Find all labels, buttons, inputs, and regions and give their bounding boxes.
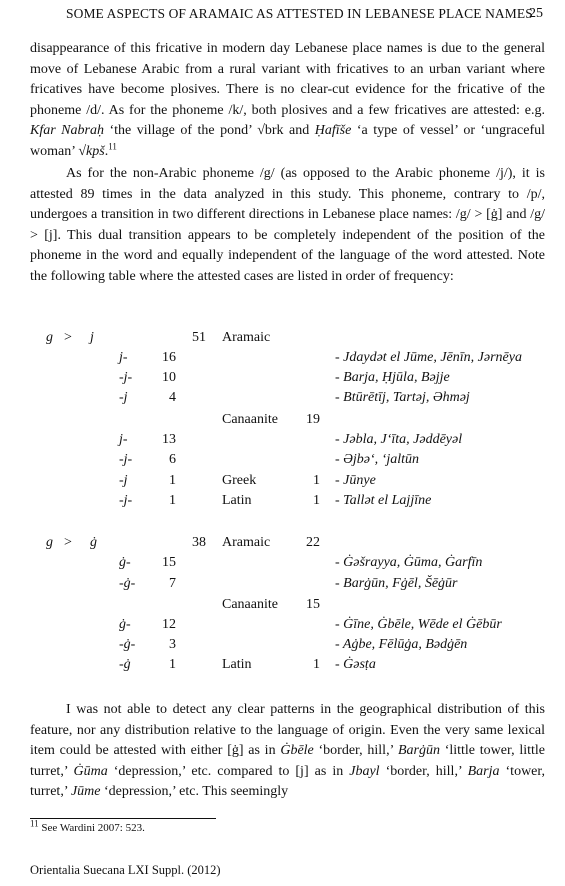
paragraph-2: As for the non-Arabic phoneme /g/ (as opposed to the Arabic phoneme /j/), it is attested 89 times in the data analyzed in this study. This phoneme, contrary to /p/, undergoes a transition in two different directions in Lebanese place names: /g/ > [ġ] and /g/ > [j]. This dual transition appears to be completely independent of the position of the phoneme in the word and equally independent of the language of the word attested. Note the following table where the attested cases are listed in order of frequency:: [30, 166, 545, 284]
language: Latin: [222, 657, 252, 672]
journal-footer: Orientalia Suecana LXI Suppl. (2012): [30, 863, 221, 877]
total-count: 51: [192, 330, 206, 345]
language-count: 1: [313, 473, 320, 488]
position-count: 1: [169, 657, 176, 672]
italic-term: Ġbēle: [280, 743, 314, 759]
italic-term: kpš: [86, 143, 105, 159]
transition-arrow: >: [64, 535, 72, 550]
paragraph-text: ‘the village of the pond’ √brk and: [103, 123, 315, 139]
paragraph-text: ‘border, hill,’: [379, 763, 468, 779]
table-row: [0, 597, 565, 617]
paragraph-text: ‘little tower, little turret,’: [30, 743, 545, 779]
language-count: 22: [306, 535, 320, 550]
table-row: [0, 493, 565, 513]
transition-arrow: >: [64, 330, 72, 345]
paragraph-text: ‘depression,’ etc. This seemingly: [100, 784, 289, 800]
paragraph-text: I was not able to detect any clear patterns in the geographical distribution of this feature, nor any distribution relative to the language of origin. Even the very same lexical item could be attested with either [ġ] as in: [30, 702, 545, 759]
table-row: [0, 370, 565, 390]
language: Canaanite: [222, 412, 278, 427]
table-row: [0, 432, 565, 452]
language: Aramaic: [222, 535, 271, 550]
paragraph-text: .: [104, 143, 109, 159]
table-row: [0, 452, 565, 472]
examples: - Tallət el Lajjīne: [335, 493, 432, 508]
position: -j: [119, 390, 128, 405]
examples: - Aġbe, Fēlūġa, Bədġēn: [335, 637, 468, 652]
table-row: [0, 576, 565, 596]
examples: - Ġīne, Ġbēle, Wēde el Ġēbūr: [335, 617, 502, 632]
table-row: [0, 350, 565, 370]
position-count: 10: [162, 370, 176, 385]
examples: - Jdaydət el Jūme, Jēnīn, Jərnēya: [335, 350, 522, 365]
italic-term: Jbayl: [349, 763, 380, 779]
source-phoneme: g: [46, 535, 53, 550]
position: -ġ: [119, 657, 131, 672]
footnote-text: See Wardini 2007: 523.: [38, 822, 145, 834]
footnote-divider: [30, 818, 216, 819]
position: ġ-: [119, 555, 131, 570]
position-count: 15: [162, 555, 176, 570]
italic-term: Kfar Nabraḥ: [30, 123, 104, 139]
examples: - Ġəsṭa: [335, 657, 376, 672]
examples: - Barġūn, Fġēl, Šēġūr: [335, 576, 458, 591]
examples: - Btūrētīj, Tartəj, Əhməj: [335, 390, 470, 405]
language: Latin: [222, 493, 252, 508]
italic-term: Barja: [467, 763, 500, 779]
position-count: 12: [162, 617, 176, 632]
language-count: 1: [313, 493, 320, 508]
table-row: [0, 473, 565, 493]
language: Greek: [222, 473, 257, 488]
table-row: [0, 412, 565, 432]
position-count: 3: [169, 637, 176, 652]
language-count: 19: [306, 412, 320, 427]
source-phoneme: g: [46, 330, 53, 345]
position-count: 6: [169, 452, 176, 467]
position: -j-: [119, 370, 133, 385]
target-phoneme: ġ: [90, 535, 97, 550]
position: j-: [119, 350, 128, 365]
examples: - Ġəšrayya, Ġūma, Ġarfīn: [335, 555, 483, 570]
position: -ġ-: [119, 637, 136, 652]
language: Canaanite: [222, 597, 278, 612]
table-row: [0, 617, 565, 637]
paragraph-3: [30, 700, 545, 803]
position-count: 1: [169, 473, 176, 488]
italic-term: Jūme: [70, 784, 101, 800]
language: Aramaic: [222, 330, 271, 345]
position: ġ-: [119, 617, 131, 632]
position-count: 4: [169, 390, 176, 405]
position-count: 13: [162, 432, 176, 447]
footnote-mark: 11: [30, 818, 39, 829]
target-phoneme: j: [90, 330, 94, 345]
examples: - Əjbə‘, ‘jaltūn: [335, 452, 419, 467]
position-count: 16: [162, 350, 176, 365]
paragraph-text: ‘tower, turret,’: [30, 763, 545, 800]
italic-term: Ġūma: [73, 763, 108, 779]
italic-term: Barġūn: [397, 743, 440, 759]
paragraph-text: disappearance of this fricative in modern day Lebanese place names is due to the general move of Lebanese Arabic from a rural variant with fricatives to an urban variant where fricatives have become plosives. There is no clear-cut evidence for the fricative of the phoneme /d/. As for the phoneme /k/, both plosives and a few fricatives are attested: e.g.: [30, 41, 545, 118]
footnote: [30, 818, 145, 834]
table-row: [0, 330, 565, 350]
language-count: 1: [313, 657, 320, 672]
table-row: [0, 637, 565, 657]
total-count: 38: [192, 535, 206, 550]
paragraph-text: ‘border, hill,’: [313, 743, 398, 759]
position: -ġ-: [119, 576, 136, 591]
table-row: [0, 535, 565, 555]
examples: - Jəbla, J‘īta, Jəddēyəl: [335, 432, 463, 447]
italic-term: Ḥafīše: [314, 123, 352, 139]
position: -j-: [119, 452, 133, 467]
paragraph-text: ‘depression,’ etc. compared to [j] as in: [107, 763, 350, 779]
language-count: 15: [306, 597, 320, 612]
position-count: 1: [169, 493, 176, 508]
position: -j-: [119, 493, 133, 508]
table-row: [0, 657, 565, 677]
position-count: 7: [169, 576, 176, 591]
table-row: [0, 555, 565, 575]
position: -j: [119, 473, 128, 488]
examples: - Barja, Ḥjūla, Bəjje: [335, 370, 450, 385]
table-row: [0, 390, 565, 410]
paragraph-1: [30, 39, 545, 163]
footnote-reference[interactable]: 11: [108, 141, 117, 152]
examples: - Jūnye: [335, 473, 376, 488]
running-header-title: SOME ASPECTS OF ARAMAIC AS ATTESTED IN LEBANESE PLACE NAMES: [66, 6, 533, 21]
page-number: 25: [529, 6, 543, 21]
position: j-: [119, 432, 128, 447]
paragraph-text: ‘a type of vessel’ or ‘ungraceful woman’ √: [30, 123, 545, 159]
